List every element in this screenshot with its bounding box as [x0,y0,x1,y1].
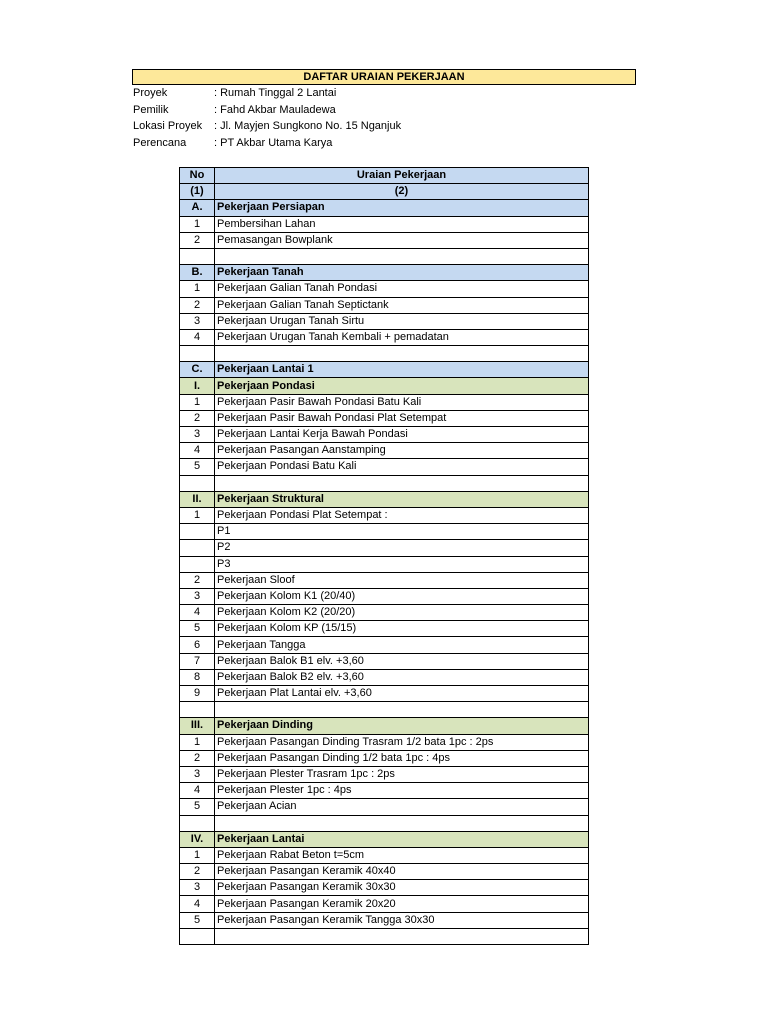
row-number: 6 [180,637,215,653]
row-number: 1 [180,394,215,410]
row-description: Pekerjaan Pondasi [215,378,589,394]
row-description: Pembersihan Lahan [215,216,589,232]
row-number: 1 [180,734,215,750]
table-row [180,912,589,928]
table-row [180,686,589,702]
blank-row [180,815,589,831]
row-description: Pekerjaan Pasangan Keramik 20x20 [215,896,589,912]
row-description: Pemasangan Bowplank [215,232,589,248]
blank-row [180,346,589,362]
blank-row [180,475,589,491]
row-number: 4 [180,443,215,459]
row-description: P1 [215,524,589,540]
meta-row-owner [133,102,401,119]
row-number: 2 [180,572,215,588]
row-number: 5 [180,912,215,928]
row-number: B. [180,265,215,281]
row-description: Pekerjaan Lantai [215,831,589,847]
row-description: Pekerjaan Pasangan Dinding 1/2 bata 1pc : 4ps [215,750,589,766]
table-row [180,621,589,637]
column-header-description: Uraian Pekerjaan [215,168,589,184]
row-number [180,540,215,556]
row-description [215,346,589,362]
row-number [180,815,215,831]
table-row [180,394,589,410]
table-header-index-row [180,184,589,200]
row-number: 1 [180,847,215,863]
table-row [180,297,589,313]
row-number: 5 [180,799,215,815]
row-description: Pekerjaan Plester 1pc : 4ps [215,783,589,799]
row-number: 8 [180,669,215,685]
row-number: 3 [180,766,215,782]
meta-row-planner [133,135,401,152]
meta-label: Lokasi Proyek [133,120,203,132]
table-row [180,540,589,556]
table-row [180,880,589,896]
row-number: C. [180,362,215,378]
meta-value: : Jl. Mayjen Sungkono No. 15 Nganjuk [214,120,402,132]
row-number: 1 [180,281,215,297]
table-row [180,410,589,426]
row-number [180,702,215,718]
row-number: 4 [180,896,215,912]
row-number [180,248,215,264]
table-row [180,750,589,766]
row-description: Pekerjaan Sloof [215,572,589,588]
table-row [180,443,589,459]
row-description: Pekerjaan Galian Tanah Septictank [215,297,589,313]
row-description: Pekerjaan Pasangan Keramik 30x30 [215,880,589,896]
table-row [180,427,589,443]
table-row [180,637,589,653]
table-row [180,329,589,345]
row-description: Pekerjaan Kolom KP (15/15) [215,621,589,637]
blank-row [180,248,589,264]
row-description: Pekerjaan Pasangan Dinding Trasram 1/2 bata 1pc : 2ps [215,734,589,750]
meta-row-location [133,118,401,135]
row-number: 2 [180,232,215,248]
table-header-row [180,168,589,184]
row-description: Pekerjaan Tanah [215,265,589,281]
row-description: Pekerjaan Balok B1 elv. +3,60 [215,653,589,669]
row-description [215,475,589,491]
row-description: Pekerjaan Pasir Bawah Pondasi Plat Setempat [215,410,589,426]
row-number [180,928,215,944]
row-number: 3 [180,427,215,443]
meta-label: Proyek [133,87,168,99]
row-description: Pekerjaan Struktural [215,491,589,507]
table-row [180,847,589,863]
section-row [180,362,589,378]
row-number: 2 [180,750,215,766]
row-description: Pekerjaan Urugan Tanah Kembali + pemadatan [215,329,589,345]
row-description: Pekerjaan Pasir Bawah Pondasi Batu Kali [215,394,589,410]
table-row [180,556,589,572]
table-row [180,588,589,604]
row-number: 3 [180,588,215,604]
row-description: Pekerjaan Pasangan Keramik Tangga 30x30 [215,912,589,928]
row-number: 5 [180,459,215,475]
table-row [180,734,589,750]
row-number: 3 [180,880,215,896]
row-number [180,556,215,572]
section-row [180,265,589,281]
row-number: III. [180,718,215,734]
row-description: Pekerjaan Urugan Tanah Sirtu [215,313,589,329]
table-row [180,653,589,669]
row-description: Pekerjaan Lantai 1 [215,362,589,378]
subsection-row [180,831,589,847]
row-description: Pekerjaan Persiapan [215,200,589,216]
row-description: Pekerjaan Tangga [215,637,589,653]
meta-value: : Rumah Tinggal 2 Lantai [214,87,337,99]
table-row [180,669,589,685]
subsection-row [180,378,589,394]
work-items-table [179,167,589,945]
row-description: Pekerjaan Rabat Beton t=5cm [215,847,589,863]
row-number: 2 [180,297,215,313]
blank-row [180,702,589,718]
row-number [180,346,215,362]
table-row [180,896,589,912]
table-row [180,766,589,782]
table-row [180,799,589,815]
row-number: IV. [180,831,215,847]
project-meta [133,85,401,151]
row-number: 2 [180,410,215,426]
row-description [215,815,589,831]
row-number [180,524,215,540]
table-row [180,605,589,621]
row-description: Pekerjaan Pondasi Batu Kali [215,459,589,475]
subsection-row [180,491,589,507]
row-description: P2 [215,540,589,556]
row-description: Pekerjaan Plat Lantai elv. +3,60 [215,686,589,702]
section-row [180,200,589,216]
meta-row-project [133,85,401,102]
row-description [215,702,589,718]
row-number: I. [180,378,215,394]
row-description: Pekerjaan Dinding [215,718,589,734]
table-row [180,864,589,880]
row-description: Pekerjaan Balok B2 elv. +3,60 [215,669,589,685]
row-description: Pekerjaan Pondasi Plat Setempat : [215,507,589,523]
subsection-row [180,718,589,734]
row-number: 9 [180,686,215,702]
row-number: 4 [180,605,215,621]
row-description: Pekerjaan Galian Tanah Pondasi [215,281,589,297]
table-row [180,313,589,329]
row-number: 1 [180,507,215,523]
row-description: Pekerjaan Plester Trasram 1pc : 2ps [215,766,589,782]
row-description [215,248,589,264]
row-number: 2 [180,864,215,880]
document-title: DAFTAR URAIAN PEKERJAAN [132,69,636,85]
meta-label: Pemilik [133,103,169,116]
column-index-description: (2) [215,184,589,200]
row-number: 5 [180,621,215,637]
row-number: 3 [180,313,215,329]
row-description [215,928,589,944]
row-description: Pekerjaan Pasangan Keramik 40x40 [215,864,589,880]
row-number: 7 [180,653,215,669]
table-row [180,216,589,232]
meta-value: : Fahd Akbar Mauladewa [214,103,336,116]
table-row [180,572,589,588]
table-row [180,281,589,297]
table-row [180,524,589,540]
row-number: 1 [180,216,215,232]
table-row [180,507,589,523]
table-row [180,232,589,248]
row-description: Pekerjaan Acian [215,799,589,815]
row-description: Pekerjaan Kolom K1 (20/40) [215,588,589,604]
table-row [180,783,589,799]
row-number: 4 [180,783,215,799]
row-description: Pekerjaan Pasangan Aanstamping [215,443,589,459]
row-number: A. [180,200,215,216]
meta-label: Perencana [133,136,187,149]
column-header-no: No [180,168,215,184]
column-index-no: (1) [180,184,215,200]
row-description: P3 [215,556,589,572]
row-number [180,475,215,491]
table-row [180,459,589,475]
meta-value: : PT Akbar Utama Karya [214,136,333,149]
row-number: 4 [180,329,215,345]
blank-row [180,928,589,944]
row-number: II. [180,491,215,507]
row-description: Pekerjaan Kolom K2 (20/20) [215,605,589,621]
row-description: Pekerjaan Lantai Kerja Bawah Pondasi [215,427,589,443]
